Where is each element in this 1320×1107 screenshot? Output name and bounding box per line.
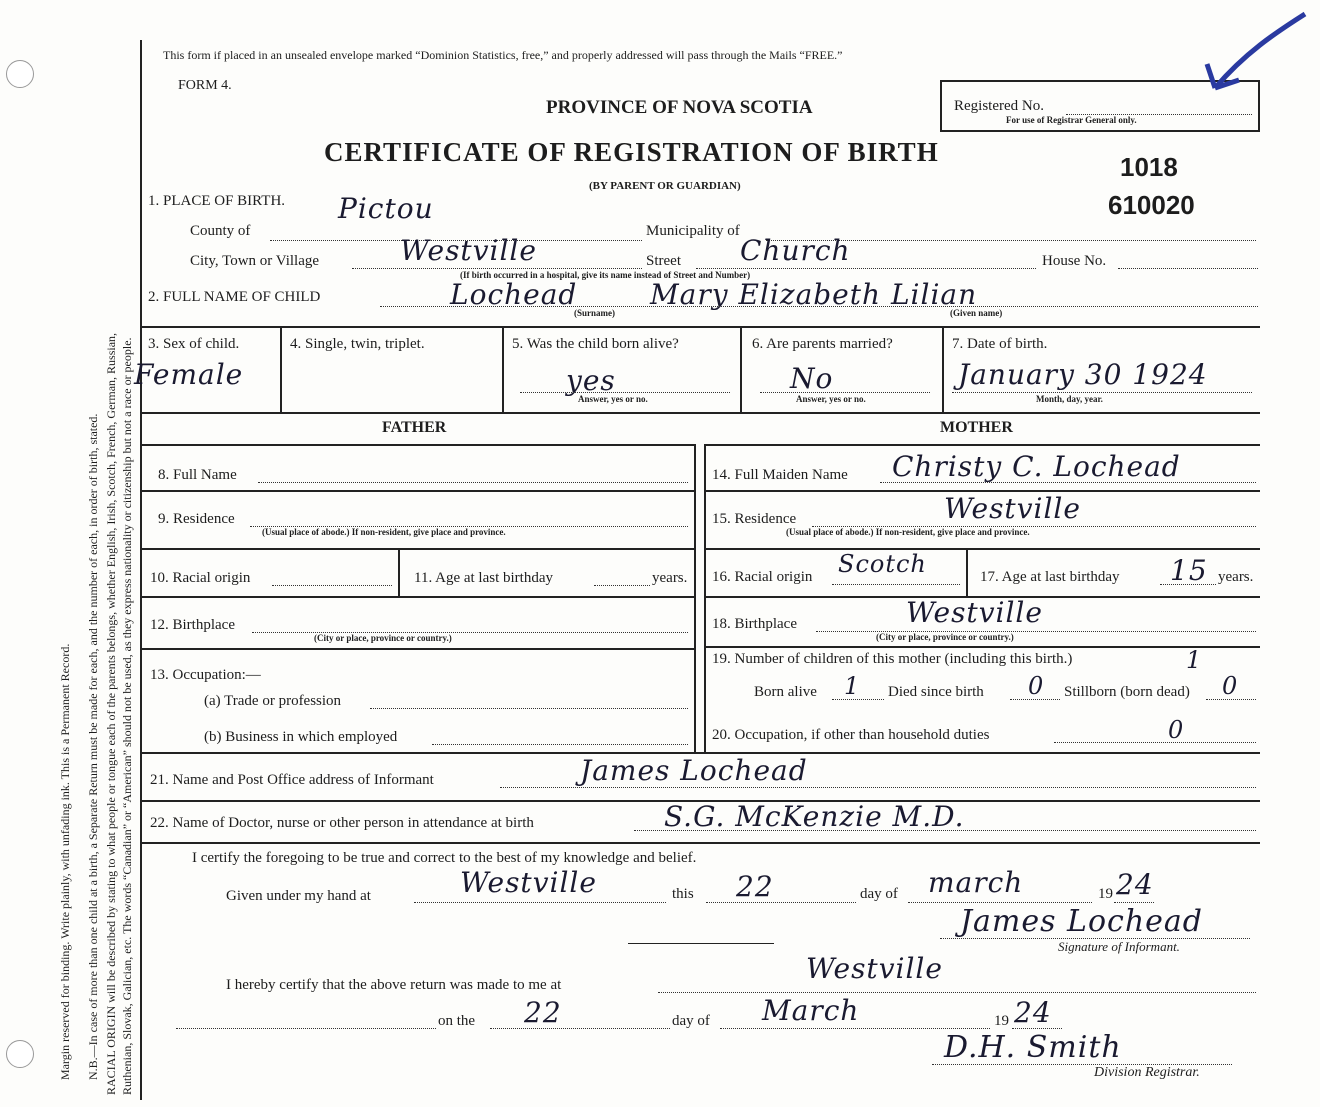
mother-residence-value: Westville bbox=[944, 492, 1081, 525]
informant-signature: James Lochead bbox=[960, 904, 1203, 939]
father-trade-label: (a) Trade or profession bbox=[204, 693, 342, 709]
born-alive-count-value: 1 bbox=[844, 672, 861, 700]
sex-value: Female bbox=[134, 358, 244, 391]
stamp-number-1: 1018 bbox=[1120, 152, 1178, 182]
informant-label: 21. Name and Post Office address of Informant bbox=[150, 772, 434, 788]
margin-note-nb: N.B.—In case of more than one child at a birth, a Separate Return must be made for each, and the number of each, in order of birth, stated. bbox=[86, 413, 100, 1080]
born-alive-count-label: Born alive bbox=[754, 684, 817, 700]
mother-name-value: Christy C. Lochead bbox=[892, 450, 1181, 483]
given-name-caption: (Given name) bbox=[950, 308, 1003, 318]
registrar-on-the-label: on the bbox=[438, 1013, 476, 1029]
margin-note-racial-cont: Ruthenian, Slovak, Galician, etc. The words “Canadian” or “American” should not be used, as they express nationality or citizenship but not a race or people. bbox=[120, 337, 134, 1095]
registrar-month-value: March bbox=[762, 994, 860, 1027]
mother-occupation-value: 0 bbox=[1168, 716, 1185, 744]
died-since-birth-label: Died since birth bbox=[888, 684, 984, 700]
mail-notice: This form if placed in an unsealed envelope marked “Dominion Statistics, free,” and properly addressed will pass through the Mails “FREE.” bbox=[163, 48, 843, 62]
mother-name-label: 14. Full Maiden Name bbox=[712, 467, 848, 483]
registered-note: For use of Registrar General only. bbox=[1006, 115, 1137, 125]
child-given-value: Mary Elizabeth Lilian bbox=[650, 278, 978, 311]
given-this-label: this bbox=[672, 886, 694, 902]
father-name-label: 8. Full Name bbox=[158, 467, 237, 483]
margin-note-racial: RACIAL ORIGIN will be described by stating to what people or tongue each of the parents belongs, whether English, Irish, Scotch, French, German, Russian, bbox=[104, 332, 118, 1095]
form-number: FORM 4. bbox=[178, 78, 232, 93]
child-name-label: 2. FULL NAME OF CHILD bbox=[148, 289, 321, 305]
informant-signature-caption: Signature of Informant. bbox=[1058, 939, 1180, 954]
mother-birthplace-caption: (City or place, province or country.) bbox=[876, 632, 1014, 642]
mother-age-label: 17. Age at last birthday bbox=[980, 569, 1120, 585]
born-alive-question: 5. Was the child born alive? bbox=[512, 336, 679, 352]
street-value: Church bbox=[740, 234, 851, 267]
mother-residence-caption: (Usual place of abode.) If non-resident, give place and province. bbox=[786, 527, 1030, 537]
father-residence-caption: (Usual place of abode.) If non-resident, give place and province. bbox=[262, 527, 506, 537]
mother-birthplace-value: Westville bbox=[906, 596, 1043, 629]
mother-residence-label: 15. Residence bbox=[712, 511, 797, 527]
registrar-signature: D.H. Smith bbox=[944, 1030, 1122, 1065]
city-value: Westville bbox=[400, 234, 537, 267]
father-occupation-label: 13. Occupation:— bbox=[150, 667, 261, 683]
father-business-label: (b) Business in which employed bbox=[204, 729, 398, 745]
form-left-border bbox=[140, 40, 142, 1100]
house-no-label: House No. bbox=[1042, 253, 1107, 269]
form-title: CERTIFICATE OF REGISTRATION OF BIRTH bbox=[324, 137, 939, 167]
father-residence-label: 9. Residence bbox=[158, 511, 235, 527]
single-twin-label: 4. Single, twin, triplet. bbox=[290, 336, 425, 352]
registrar-year-value: 24 bbox=[1014, 996, 1052, 1029]
stamp-number-2: 610020 bbox=[1108, 190, 1195, 220]
given-at-label: Given under my hand at bbox=[226, 888, 371, 904]
parents-married-question: 6. Are parents married? bbox=[752, 336, 893, 352]
given-month-value: march bbox=[928, 866, 1024, 899]
mother-age-suffix: years. bbox=[1218, 569, 1254, 585]
stillborn-label: Stillborn (born dead) bbox=[1064, 684, 1190, 700]
margin-note-binding: Margin reserved for binding. Write plainly, with unfading ink. This is a Permanent Record. bbox=[58, 643, 72, 1080]
registrar-day-value: 22 bbox=[524, 996, 562, 1029]
form-subtitle: (BY PARENT OR GUARDIAN) bbox=[589, 180, 741, 192]
mother-racial-value: Scotch bbox=[838, 550, 927, 578]
died-since-birth-value: 0 bbox=[1028, 672, 1045, 700]
registered-label: Registered No. bbox=[954, 98, 1044, 114]
registrar-place-value: Westville bbox=[806, 952, 943, 985]
stillborn-value: 0 bbox=[1222, 672, 1239, 700]
given-day-of-label: day of bbox=[860, 886, 898, 902]
given-day-value: 22 bbox=[736, 870, 774, 903]
place-of-birth-label: 1. PLACE OF BIRTH. bbox=[148, 193, 286, 209]
punch-hole-top bbox=[6, 60, 34, 88]
doctor-value: S.G. McKenzie M.D. bbox=[664, 800, 965, 833]
given-at-place: Westville bbox=[460, 866, 597, 899]
street-label: Street bbox=[646, 253, 681, 269]
hospital-note: (If birth occurred in a hospital, give its name instead of Street and Number) bbox=[460, 270, 751, 280]
mother-age-value: 15 bbox=[1170, 554, 1208, 587]
date-of-birth-caption: Month, day, year. bbox=[1036, 394, 1103, 404]
born-alive-caption: Answer, yes or no. bbox=[578, 394, 648, 404]
informant-value: James Lochead bbox=[580, 754, 808, 787]
doctor-label: 22. Name of Doctor, nurse or other person in attendance at birth bbox=[150, 815, 534, 831]
born-alive-answer: yes bbox=[566, 364, 616, 397]
city-label: City, Town or Village bbox=[190, 253, 320, 269]
registrar-statement: I hereby certify that the above return was made to me at bbox=[226, 977, 562, 993]
father-racial-label: 10. Racial origin bbox=[150, 570, 251, 586]
registrar-day-of-label: day of bbox=[672, 1013, 710, 1029]
registrar-year-prefix: 19 bbox=[994, 1013, 1009, 1029]
municipality-label: Municipality of bbox=[646, 223, 740, 239]
father-heading: FATHER bbox=[382, 419, 447, 436]
mother-racial-label: 16. Racial origin bbox=[712, 569, 813, 585]
father-birthplace-caption: (City or place, province or country.) bbox=[314, 633, 452, 643]
punch-hole-bottom bbox=[6, 1040, 34, 1068]
county-label: County of bbox=[190, 223, 251, 239]
parents-married-caption: Answer, yes or no. bbox=[796, 394, 866, 404]
mother-children-value: 1 bbox=[1186, 646, 1203, 674]
certify-statement: I certify the foregoing to be true and correct to the best of my knowledge and belief. bbox=[192, 850, 697, 866]
sex-label: 3. Sex of child. bbox=[148, 336, 240, 352]
mother-heading: MOTHER bbox=[940, 419, 1013, 436]
date-of-birth-value: January 30 1924 bbox=[958, 358, 1208, 391]
father-birthplace-label: 12. Birthplace bbox=[150, 617, 235, 633]
given-year-prefix: 19 bbox=[1098, 886, 1113, 902]
date-of-birth-label: 7. Date of birth. bbox=[952, 336, 1048, 352]
registrar-signature-caption: Division Registrar. bbox=[1094, 1065, 1200, 1080]
parents-married-answer: No bbox=[790, 362, 834, 395]
pen-mark-icon bbox=[1195, 8, 1315, 108]
mother-occupation-label: 20. Occupation, if other than household duties bbox=[712, 727, 990, 743]
province-heading: PROVINCE OF NOVA SCOTIA bbox=[546, 97, 813, 118]
surname-caption: (Surname) bbox=[574, 308, 615, 318]
child-surname-value: Lochead bbox=[450, 278, 578, 311]
county-value: Pictou bbox=[338, 192, 434, 225]
father-age-label: 11. Age at last birthday bbox=[414, 570, 553, 586]
mother-birthplace-label: 18. Birthplace bbox=[712, 616, 797, 632]
given-year-value: 24 bbox=[1116, 868, 1154, 901]
father-age-suffix: years. bbox=[652, 570, 688, 586]
mother-children-label: 19. Number of children of this mother (including this birth.) bbox=[712, 651, 1073, 667]
